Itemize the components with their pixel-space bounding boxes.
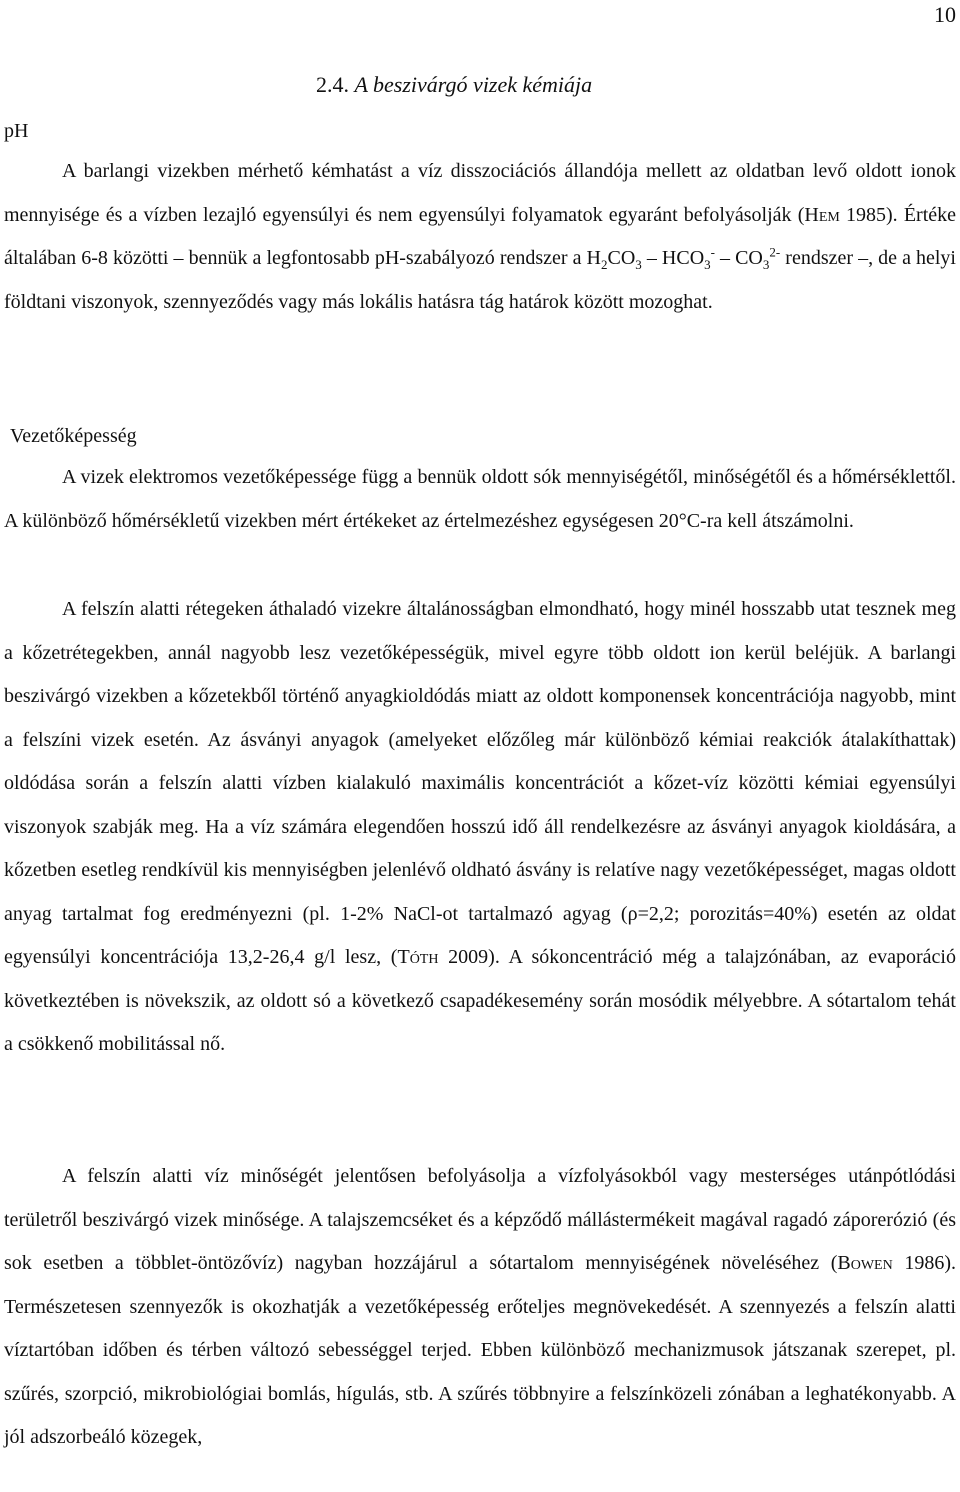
conductivity-paragraph-2: A felszín alatti rétegeken áthaladó vizekre általánosságban elmondható, hogy minél hosszabb utat tesznek meg a kőzetrétegekben, annál nagyobb lesz vezetőképességük, mivel egyre több oldott ion kerül beléjük. A barlangi beszivárgó vizekben a kőzetekből történő anyagkioldódás miatt az oldott komponensek koncentrációja nagyobb, mint a felszíni vizek esetén. Az ásványi anyagok (amelyeket előzőleg már különböző kémiai reakciók átalakíthattak) oldódása során a felszín alatti vízben kialakuló maximális koncentrációt a kőzet-víz közötti kémiai egyensúlyi viszonyok szabják meg. Ha a víz számára elegendően hosszú idő áll rendelkezésre az ásványi anyagok kioldására, a kőzetben esetleg rendkívül kis mennyiségben jelenlévő oldható ásvány is relatíve nagy vezetőképességet, magas oldott anyag tartalmat fog eredményezni (pl. 1-2% NaCl-ot tartalmazó agyag (ρ=2,2; porozitás=40%) esetén az oldat egyensúlyi koncentrációja 13,2-26,4 g/l lesz, (Tóth 2009). A sókoncentráció még a talajzónában, az evaporáció következtében is növekszik, az oldott só a következő csapadékesemény során mosódik mélyebbre. A sótartalom tehát a csökkenő mobilitással nő. <box>4 598 956 1055</box>
section-title <box>316 70 592 100</box>
page-number: 10 <box>934 2 956 27</box>
conductivity-paragraph-1: A vizek elektromos vezetőképessége függ a bennük oldott sók mennyiségétől, minőségétől és a hőmérséklettől. A különböző hőmérsékletű vizekben mért értékeket az értelmezéshez egységesen 20°C-ra kell átszámolni. <box>4 466 956 532</box>
ph-paragraph: A barlangi vizekben mérhető kémhatást a víz disszociációs állandója mellett az oldatban levő oldott ionok mennyisége és a vízben lezajló egyensúlyi és nem egyensúlyi folyamatok egyaránt befolyásolják (Hem 1985). Értéke általában 6-8 közötti – bennük a legfontosabb pH-szabályozó rendszer a $H_2CO_3 - HCO_3^- - CO_3^{2-}$ rendszer –, de a helyi földtani viszonyok, szennyeződés vagy más lokális hatásra tág határok között mozoghat. <box>4 160 957 313</box>
vezetokepesseg-heading: Vezetőképesség <box>10 425 137 447</box>
section-title-text: A beszivárgó vizek kémiája <box>354 72 593 97</box>
ph-heading: pH <box>4 120 29 142</box>
section-number: 2.4. <box>316 72 349 97</box>
conductivity-paragraph-3: A felszín alatti víz minőségét jelentősen befolyásolja a vízfolyásokból vagy mesterséges utánpótlódási területről beszivárgó vizek minősége. A talajszemcséket és a képződő mállástermékeit magával ragadó záporerózió (és sok esetben a többlet-öntözővíz) nagyban hozzájárul a sótartalom mennyiségének növeléséhez (Bowen 1986). Természetesen szennyezők is okozhatják a vezetőképesség erőteljes megnövekedését. A szennyezés a felszín alatti víztartóban időben és térben változó sebességgel terjed. Ebben különböző mechanizmusok játszanak szerepet, pl. szűrés, szorpció, mikrobiológiai bomlás, hígulás, stb. A szűrés többnyire a felszínközeli zónában a leghatékonyabb. A jól adszorbeáló közegek, <box>4 1165 956 1448</box>
